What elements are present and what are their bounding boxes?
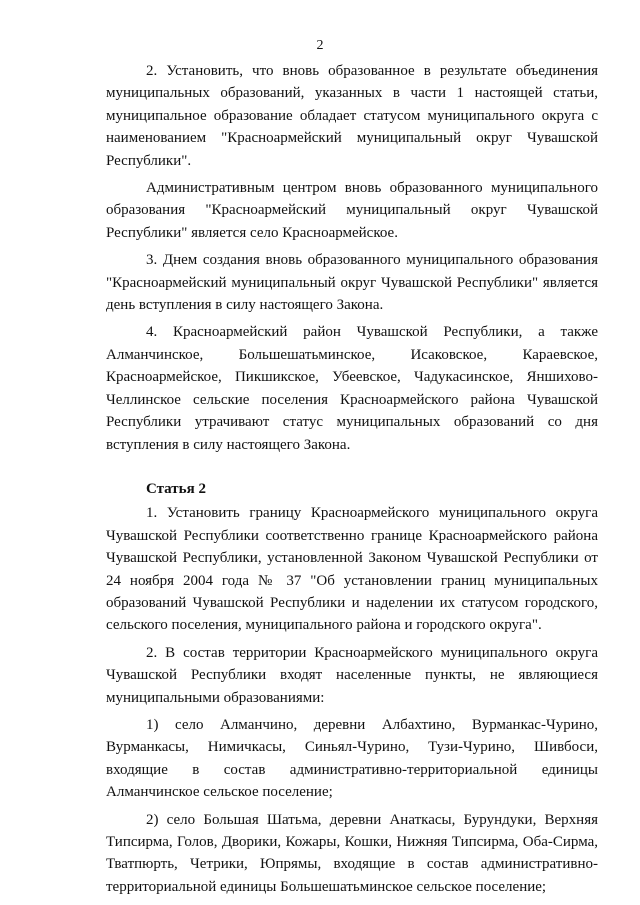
page-number: 2 (316, 38, 324, 53)
paragraph-2-establish-status: 2. Установить, что вновь образованное в результате объединения муниципальных образований, указанных в части 1 настоящей статьи, муниципальное образование обладает статусом муниципального округа с наименованием "Красноармейский муниципальный округ Чувашской Республики". (106, 63, 598, 169)
list-item-bolsheshatminskoe: 2) село Большая Шатьма, деревни Анаткасы, Бурундуки, Верхняя Типсирма, Голов, Дворики, Кожары, Кошки, Нижняя Типсирма, Оба-Сирма, Тватпюрть, Четрики, Юпрямы, входящие в состав административно-территориальной единицы Большешатьминское сельское поселение; (106, 811, 598, 895)
article-2-paragraph-1-boundary: 1. Установить границу Красноармейского муниципального округа Чувашской Республики соответственно границе Красноармейского района Чувашской Республики, установленной Законом Чувашской Республики от 24 ноября 2004 года № 37 "Об установлении границ муниципальных образований Чувашской Республики и наделении их статусом городского, сельского поселения, муниципального района и городского округа". (106, 505, 598, 634)
paragraph-3-creation-day: 3. Днем создания вновь образованного муниципального образования "Красноармейский муниципальный округ Чувашской Республики" является день вступления в силу настоящего Закона. (106, 252, 598, 314)
document-body (106, 60, 598, 903)
paragraph-administrative-center: Административным центром вновь образованного муниципального образования "Красноармейский муниципальный округ Чувашской Республики" является село Красноармейское. (106, 180, 598, 241)
article-2-heading: Статья 2 (146, 480, 206, 497)
list-item-almanchinskoe: 1) село Алманчино, деревни Албахтино, Вурманкас-Чурино, Вурманкасы, Нимичкасы, Синьял-Чурино, Тузи-Чурино, Шивбоси, входящие в состав административно-территориальной единицы Алманчинское сельское поселение; (106, 716, 598, 801)
article-2-paragraph-2-territory: 2. В состав территории Красноармейского муниципального округа Чувашской Республики входят населенные пункты, не являющиеся муниципальными образованиями: (106, 644, 598, 706)
paragraph-4-loss-of-status: 4. Красноармейский район Чувашской Республики, а также Алманчинское, Большешатьминское, Исаковское, Караевское, Красноармейское, Пикшикское, Убеевское, Чадукасинское, Яншихово-Челлинское сельские поселения Красноармейского района Чувашской Республики утрачивают статус муниципальных образований со дня вступления в силу настоящего Закона. (106, 324, 598, 453)
